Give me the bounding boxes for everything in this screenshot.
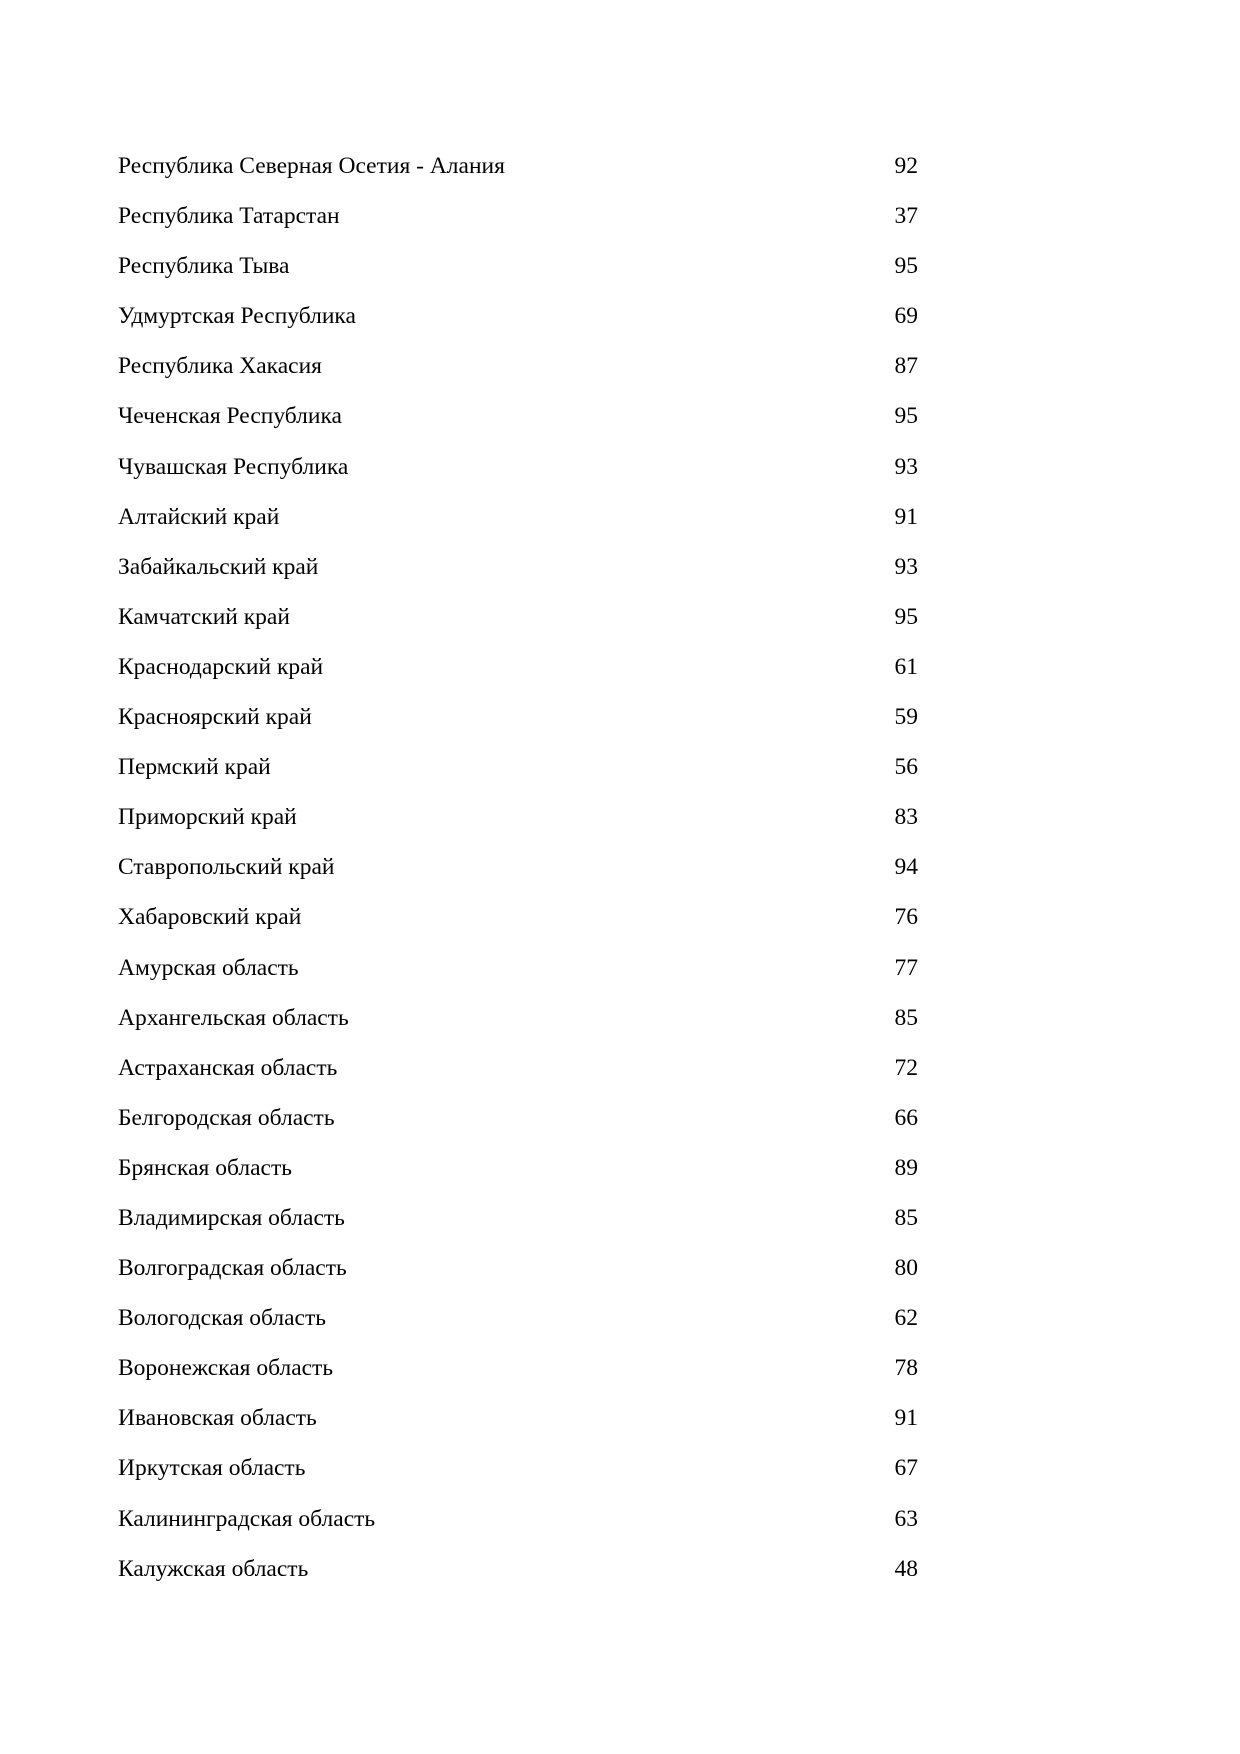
- region-name: Вологодская область: [118, 1305, 326, 1332]
- region-name: Камчатский край: [118, 603, 290, 630]
- region-name: Красноярский край: [118, 704, 312, 731]
- table-row: [118, 1254, 918, 1304]
- table-row: [118, 252, 918, 302]
- table-row: [118, 803, 918, 853]
- table-row: [118, 152, 918, 202]
- region-name: Приморский край: [118, 804, 297, 831]
- region-name: Волгоградская область: [118, 1255, 347, 1282]
- region-value: 92: [894, 153, 918, 179]
- table-row: [118, 1354, 918, 1404]
- region-value: 72: [894, 1054, 918, 1081]
- region-value: 76: [894, 904, 918, 931]
- table-row: [118, 1054, 918, 1104]
- table-row: [118, 1404, 918, 1454]
- table-row: [118, 302, 918, 352]
- region-value: 63: [894, 1505, 918, 1532]
- table-row: [118, 1454, 918, 1504]
- table-row: [118, 1004, 918, 1054]
- region-name: Краснодарский край: [118, 653, 324, 680]
- region-value: 87: [894, 353, 918, 380]
- region-value-table: [118, 152, 918, 1605]
- region-value: 69: [894, 303, 918, 330]
- table-row: [118, 703, 918, 753]
- region-value: 85: [894, 1004, 918, 1031]
- table-row: [118, 503, 918, 553]
- region-value: 59: [894, 704, 918, 731]
- table-row: [118, 453, 918, 503]
- table-row: [118, 402, 918, 452]
- region-value: 66: [894, 1104, 918, 1131]
- table-row: [118, 202, 918, 252]
- table-row: [118, 603, 918, 653]
- region-name: Архангельская область: [118, 1004, 349, 1031]
- region-name: Республика Тыва: [118, 253, 290, 280]
- region-value: 94: [894, 854, 918, 881]
- region-value: 85: [894, 1204, 918, 1231]
- region-value: 91: [894, 1405, 918, 1432]
- region-value: 91: [894, 503, 918, 530]
- region-value: 93: [894, 553, 918, 580]
- region-name: Алтайский край: [118, 503, 280, 530]
- table-row: [118, 1555, 918, 1605]
- region-name: Чеченская Республика: [118, 403, 342, 430]
- region-value: 67: [894, 1455, 918, 1482]
- region-name: Калининградская область: [118, 1505, 376, 1532]
- region-name: Воронежская область: [118, 1355, 334, 1382]
- region-value: 77: [894, 954, 918, 981]
- table-row: [118, 1154, 918, 1204]
- region-value: 83: [894, 804, 918, 831]
- region-value: 95: [894, 253, 918, 280]
- region-value: 61: [894, 653, 918, 680]
- region-value: 56: [894, 754, 918, 781]
- region-name: Астраханская область: [118, 1054, 338, 1081]
- table-row: [118, 903, 918, 953]
- region-name: Ставропольский край: [118, 854, 335, 881]
- table-row: [118, 1104, 918, 1154]
- region-name: Республика Северная Осетия - Алания: [118, 153, 505, 179]
- region-name: Иркутская область: [118, 1455, 306, 1482]
- region-name: Брянская область: [118, 1154, 292, 1181]
- region-name: Ивановская область: [118, 1405, 317, 1432]
- table-row: [118, 352, 918, 402]
- region-name: Амурская область: [118, 954, 299, 981]
- region-name: Забайкальский край: [118, 553, 319, 580]
- region-name: Пермский край: [118, 754, 271, 781]
- region-value: 93: [894, 453, 918, 480]
- table-row: [118, 1505, 918, 1555]
- table-row: [118, 753, 918, 803]
- table-row: [118, 1304, 918, 1354]
- region-name: Республика Хакасия: [118, 353, 322, 380]
- table-row: [118, 653, 918, 703]
- region-value: 80: [894, 1255, 918, 1282]
- region-value: 89: [894, 1154, 918, 1181]
- region-name: Чувашская Республика: [118, 453, 349, 480]
- region-value: 95: [894, 403, 918, 430]
- region-value: 78: [894, 1355, 918, 1382]
- region-name: Республика Татарстан: [118, 203, 340, 230]
- region-name: Калужская область: [118, 1555, 309, 1582]
- table-row: [118, 954, 918, 1004]
- table-row: [118, 553, 918, 603]
- region-value: 48: [894, 1555, 918, 1582]
- table-row: [118, 853, 918, 903]
- table-row: [118, 1204, 918, 1254]
- region-value: 62: [894, 1305, 918, 1332]
- region-name: Удмуртская Республика: [118, 303, 356, 330]
- region-value: 37: [894, 203, 918, 230]
- region-name: Хабаровский край: [118, 904, 302, 931]
- region-name: Владимирская область: [118, 1204, 345, 1231]
- region-value: 95: [894, 603, 918, 630]
- region-name: Белгородская область: [118, 1104, 335, 1131]
